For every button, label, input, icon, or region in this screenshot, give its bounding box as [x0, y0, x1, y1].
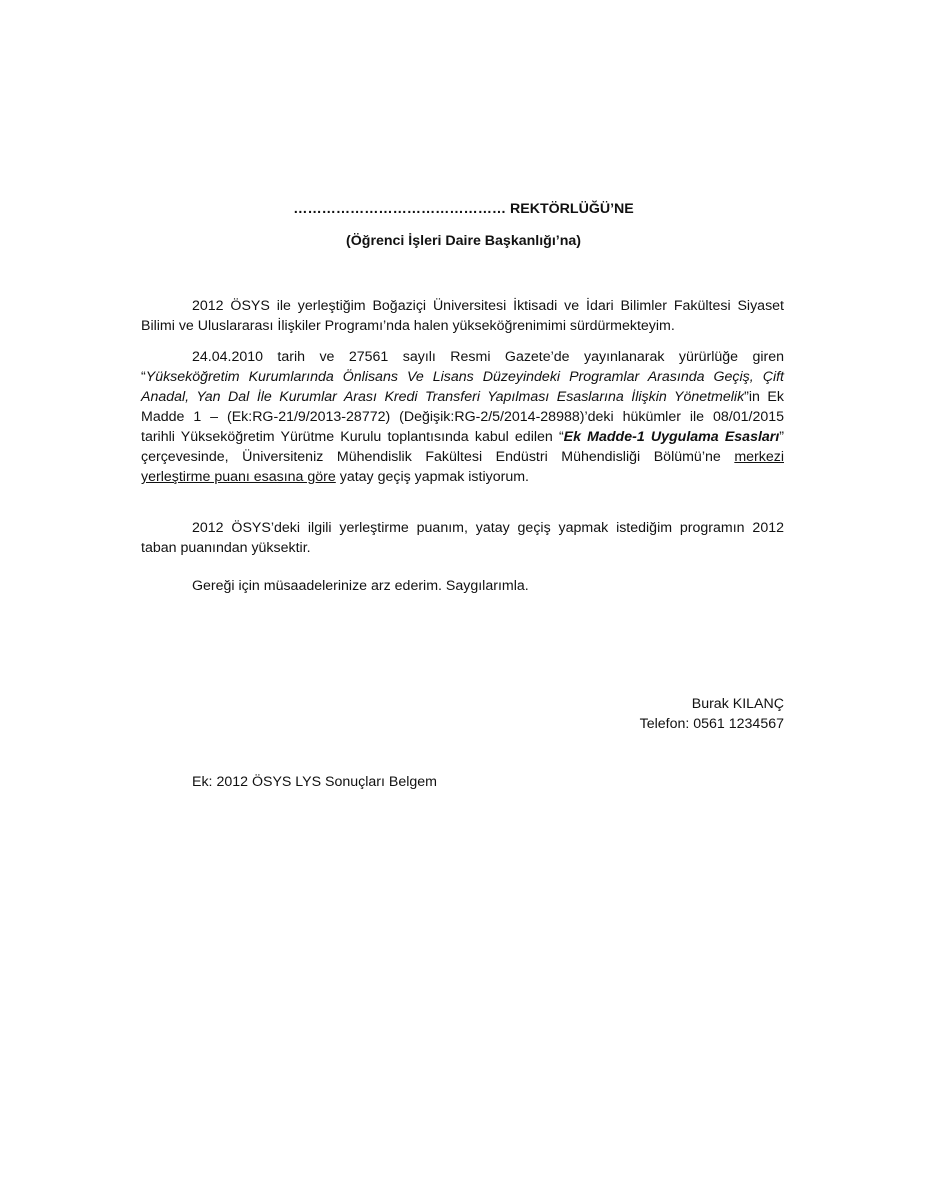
paragraph-transfer-intro: 24.04.2010 tarih ve 27561 sayılı Resmi Gazete’de yayınlanarak yürürlüğe giren “ — [141, 349, 784, 385]
letter-heading: ……………………………………… REKTÖRLÜĞÜ’NE — [293, 201, 634, 217]
signer-name: Burak KILANÇ — [691, 696, 784, 712]
letter-body — [141, 296, 784, 596]
regulation-title: Yükseköğretim Kurumlarında Önlisans Ve Lisans Düzeyindeki Programlar Arasında Geçiş, Çift Anadal, Yan Dal İle Kurumlar Arası Kredi Transferi Yapılması Esaslarına İlişkin Yönetmelik — [141, 369, 784, 405]
attachment-note: Ek: 2012 ÖSYS LYS Sonuçları Belgem — [192, 774, 437, 790]
signer-phone: Telefon: 0561 1234567 — [639, 716, 784, 732]
paragraph-transfer-request — [141, 347, 784, 487]
paragraph-current-enrollment: 2012 ÖSYS ile yerleştiğim Boğaziçi Üniversitesi İktisadi ve İdari Bilimler Fakültesi Siyaset Bilimi ve Uluslararası İlişkiler Programı’nda halen yükseköğrenimimi sürdürmekteyim. — [141, 298, 784, 334]
paragraph-closing: Gereği için müsaadelerinize arz ederim. Saygılarımla. — [192, 578, 529, 594]
paragraph-transfer-end: yatay geçiş yapmak istiyorum. — [335, 469, 529, 485]
signature-block — [640, 694, 784, 734]
letter-subheading: (Öğrenci İşleri Daire Başkanlığı’na) — [346, 233, 581, 249]
paragraph-score-statement: 2012 ÖSYS’deki ilgili yerleştirme puanım, yatay geçiş yapmak istediğim programın 2012 taban puanından yüksektir. — [141, 520, 784, 556]
paragraph-transfer-target: ” çerçevesinde, Üniversiteniz Mühendislik Fakültesi Endüstri Mühendisliği Bölümü’ne — [141, 429, 784, 465]
placement-basis: merkezi yerleştirme puanı esasına göre — [141, 449, 784, 485]
principles-title: Ek Madde-1 Uygulama Esasları — [563, 429, 780, 445]
paragraph-transfer-legal-refs: ”in Ek Madde 1 – (Ek:RG-21/9/2013-28772) (Değişik:RG-2/5/2014-28988)’deki hükümler ile 08/01/2015 tarihli Yükseköğretim Yürütme Kurulu toplantısında kabul edilen “ — [141, 389, 784, 445]
